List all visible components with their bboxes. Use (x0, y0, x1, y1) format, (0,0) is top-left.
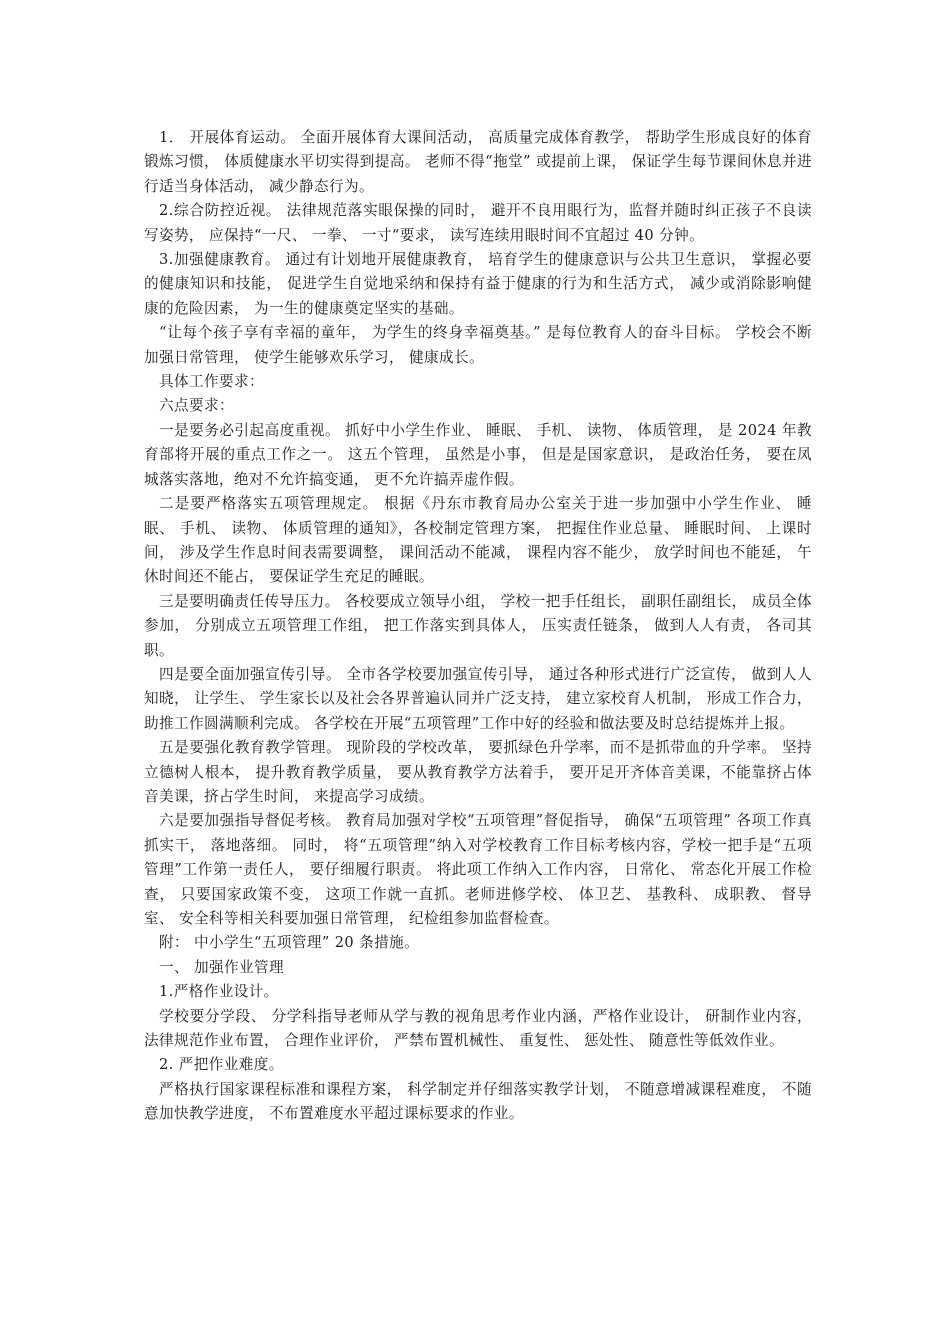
paragraph-1: 1． 开展体育运动。 全面开展体育大课间活动， 高质量完成体育教学， 帮助学生形成良好的体育锻炼习惯， 体质健康水平切实得到提高。 老师不得“拖堂” 或提前上课， 保证学生每节课间休息并进行适当身体活动， 减少静态行为。 (144, 129, 812, 195)
document-body (144, 126, 812, 1127)
paragraph-4: “让每个孩子享有幸福的童年， 为学生的终身幸福奠基。” 是每位教育人的奋斗目标。 学校会不断加强日常管理， 使学生能够欢乐学习， 健康成长。 (144, 324, 812, 366)
paragraph-13: 附： 中小学生“五项管理” 20 条措施。 (159, 934, 420, 952)
paragraph-15: 1.严格作业设计。 (159, 983, 279, 1001)
paragraph-12: 六是要加强指导督促考核。 教育局加强对学校“五项管理”督促指导， 确保“五项管理” 各项工作真抓实干， 落地落细。 同时， 将“五项管理”纳入对学校教育工作目标考核内容，学校一把手是“五项管理”工作第一责任人， 要仔细履行职责。 将此项工作纳入工作内容， 日常化、 常态化开展工作检查， 只要国家政策不变， 这项工作就一直抓。老师进修学校、 体卫艺、 基教科、 成职教、 督导室、 安全科等相关科要加强日常管理， 纪检组参加监督检查。 (144, 812, 812, 927)
paragraph-17: 2. 严把作业难度。 (159, 1056, 284, 1074)
paragraph-2: 2.综合防控近视。 法律规范落实眼保操的同时， 避开不良用眼行为，监督并随时纠正孩子不良读写姿势， 应保持“一尺、 一拳、 一寸“要求， 读写连续用眼时间不宜超过 40 分钟。 (144, 202, 812, 244)
paragraph-16: 学校要分学段、 分学科指导老师从学与教的视角思考作业内涵，严格作业设计， 研制作业内容， 法律规范作业布置， 合理作业评价， 严禁布置机械性、 重复性、 惩处性、 随意性等低效作业。 (144, 1007, 812, 1050)
paragraph-9: 三是要明确责任传导压力。 各校要成立领导小组， 学校一把手任组长， 副职任副组长， 成员全体参加， 分别成立五项管理工作组， 把工作落实到具体人， 压实责任链条， 做到人人有责， 各司其职。 (144, 592, 812, 659)
paragraph-7: 一是要务必引起高度重视。 抓好中小学生作业、 睡眠、 手机、 读物、 体质管理， 是 2024 年教育部将开展的重点工作之一。 这五个管理， 虽然是小事， 但是是国家意识， 是政治任务， 要在凤城落实落地，绝对不允许搞变通， 更不允许搞弄虚作假。 (144, 421, 812, 488)
paragraph-18: 严格执行国家课程标准和课程方案， 科学制定并仔细落实教学计划， 不随意增减课程难度， 不随意加快教学进度， 不布置难度水平超过课标要求的作业。 (144, 1080, 812, 1123)
paragraph-5: 具体工作要求： (159, 373, 264, 391)
paragraph-8: 二是要严格落实五项管理规定。 根据《丹东市教育局办公室关于进一步加强中小学生作业、 睡眠、 手机、 读物、 体质管理的通知》，各校制定管理方案， 把握住作业总量、 睡眠时间、 上课时间， 涉及学生作息时间表需要调整， 课间活动不能减， 课程内容不能少， 放学时间也不能延， 午休时间还不能占， 要保证学生充足的睡眠。 (144, 495, 812, 586)
paragraph-6: 六点要求： (159, 397, 234, 415)
paragraph-10: 四是要全面加强宣传引导。 全市各学校要加强宣传引导， 通过各种形式进行广泛宣传， 做到人人知晓， 让学生、 学生家长以及社会各界普遍认同并广泛支持， 建立家校育人机制， 形成工作合力， 助推工作圆满顺利完成。 各学校在开展“五项管理”工作中好的经验和做法要及时总结提炼并上报。 (144, 665, 812, 732)
paragraph-14: 一、 加强作业管理 (159, 958, 284, 976)
paragraph-11: 五是要强化教育教学管理。 现阶段的学校改革， 要抓绿色升学率，而不是抓带血的升学率。 坚持立德树人根本， 提升教育教学质量， 要从教育教学方法着手， 要开足开齐体音美课，不能靠挤占体音美课，挤占学生时间， 来提高学习成绩。 (144, 739, 812, 805)
paragraph-3: 3.加强健康教育。 通过有计划地开展健康教育， 培育学生的健康意识与公共卫生意识， 掌握必要的健康知识和技能， 促进学生自觉地采纳和保持有益于健康的行为和生活方式， 减少或消除影响健康的危险因素， 为一生的健康奠定坚实的基础。 (144, 251, 812, 317)
